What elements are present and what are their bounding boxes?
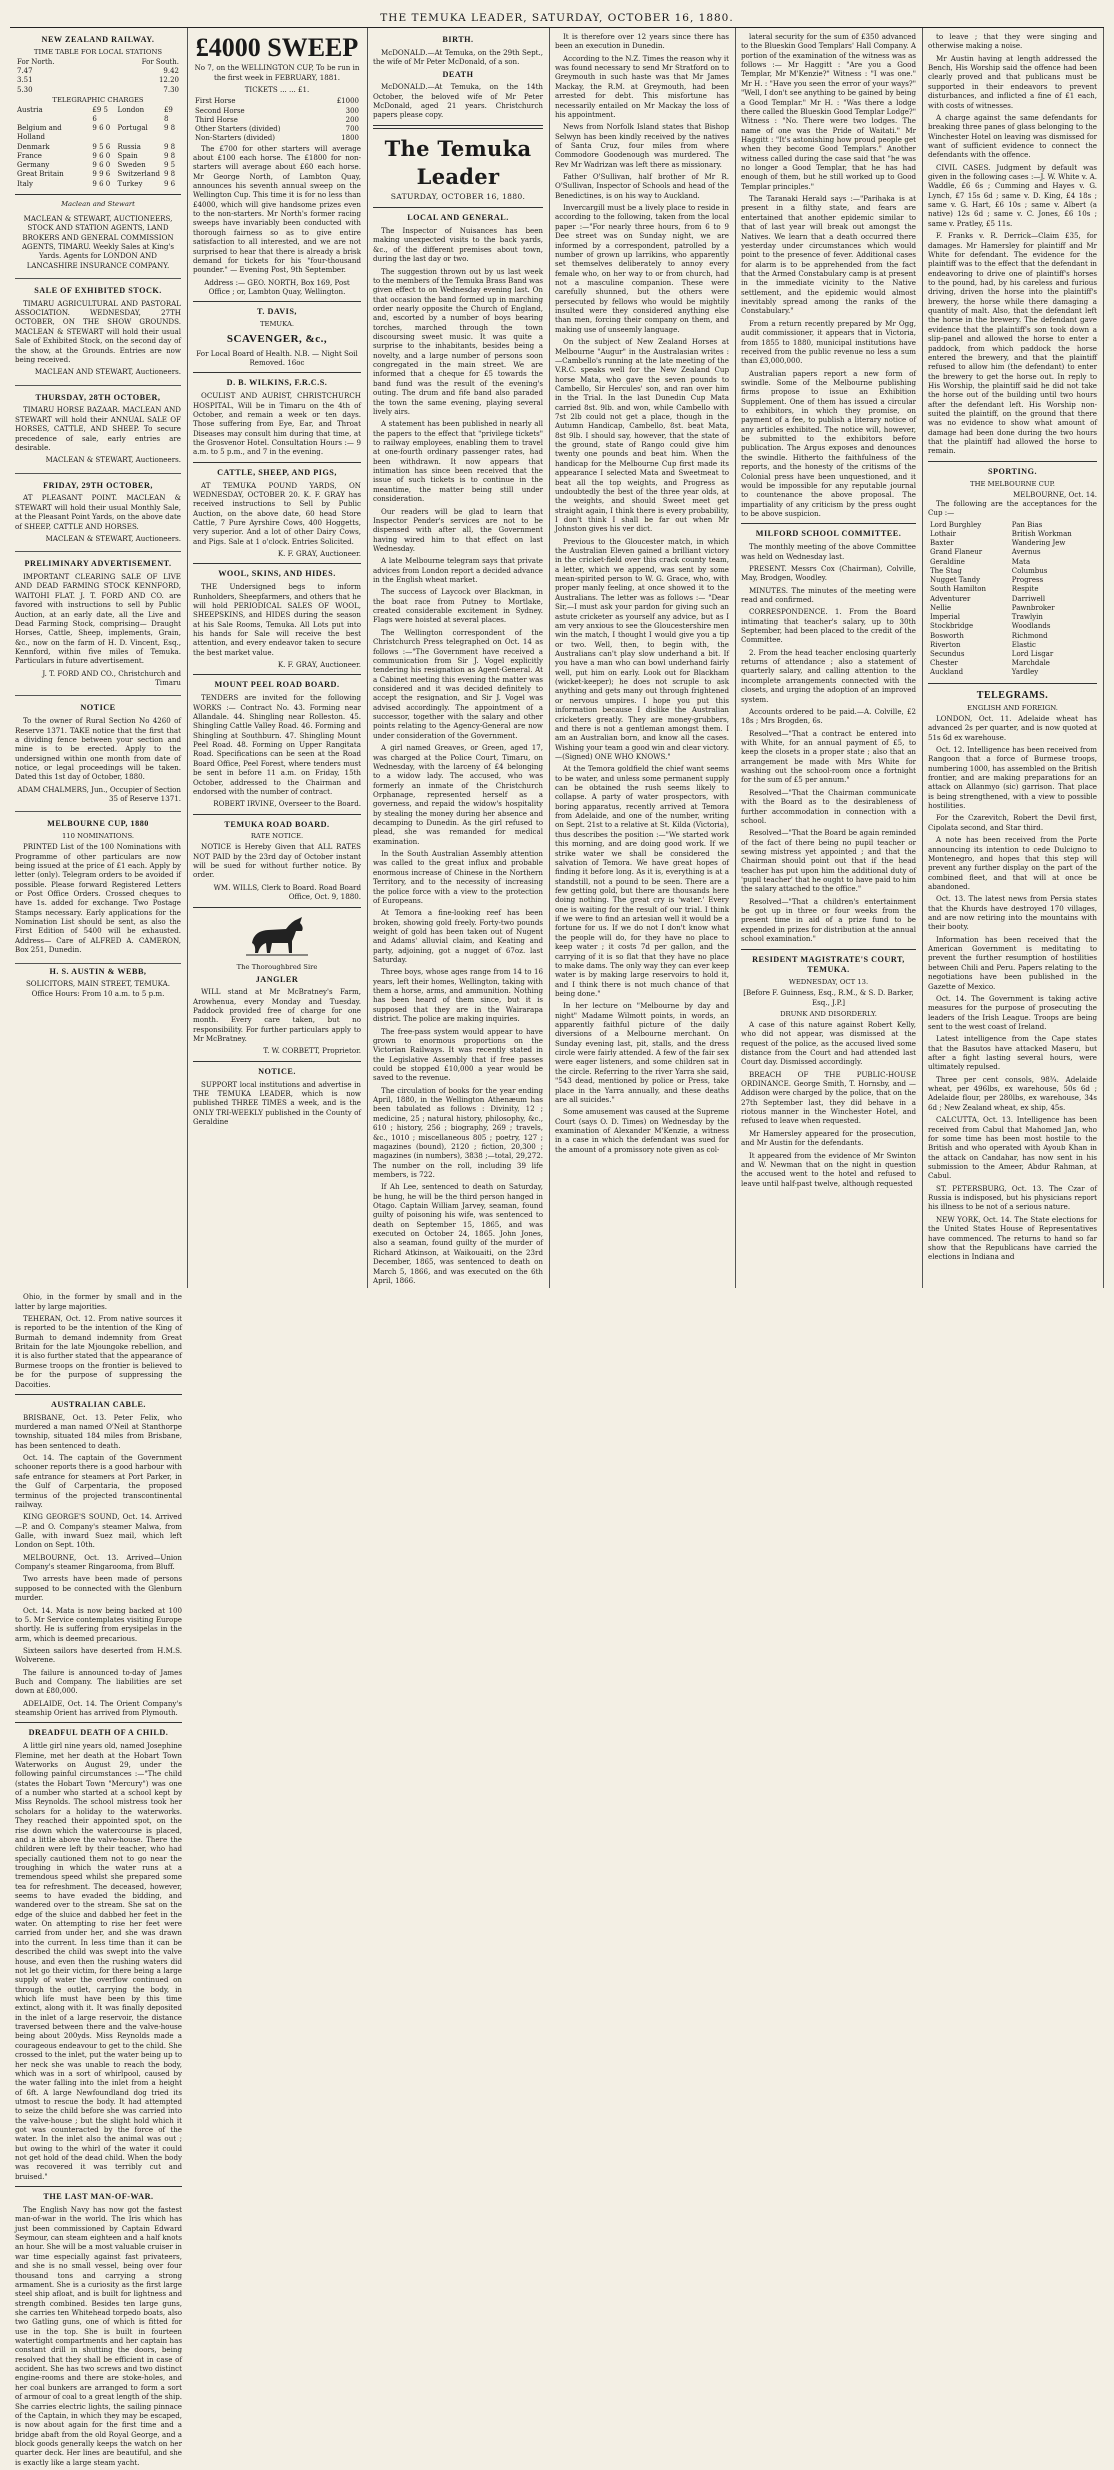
article-para: On the subject of New Zealand Horses at Melbourne "Augur" in the Australasian writes :—Cambello's running at the late meeting of the V.R.C. speaks well for the New Zealand Cup horse Mata, who gave the seven pounds to Cambello, Sir Hercules' son, and ran over him in the Trial. In the last Dunedin Cup Mata carried 8st. 9lb. and won, while Cambello with 7st 2lb could not get a place, though in the Autumn Handicap, Cambello, 8st. beat Mata, 8st 9lb. I should say, however, that the state of the ground, state of Rango could give him twenty one pounds and beat him. When the handicap for the Melbourne Cup first made its appearance I selected Mata and Sweetmeat to beat all the top weights, and Progress as undoubtedly the best of the three year olds, at the weights, and should Sweet meet get straight again, I think there is every probability, I don't think I shall be far out when Mr Johnston gives his ver dict. (555, 337, 729, 534)
horse-name: Secundus (930, 649, 965, 658)
wilkins-body: OCULIST AND AURIST, CHRISTCHURCH HOSPITAL, Will be in Timaru on the 4th of October, and remain a week or ten days. Those suffering from Eye, Ear, and Throat Diseases may consult him during that time, at the Grosvenor Hotel. Consultation Hours :— 9 a.m. to 5 p.m., and 7 in the evening. (193, 391, 361, 457)
article-para: A charge against the same defendants for breaking three panes of glass belonging to the Winchester Hotel on leaving was dismissed for want of sufficient evidence to connect the defendants with the offence. (928, 112, 1097, 160)
war-title: THE LAST MAN-OF-WAR. (43, 2192, 154, 2202)
rate-sub: RATE NOTICE. (250, 832, 304, 841)
horse-name: Richmond (1011, 631, 1048, 640)
time-cell: 12.20 (158, 76, 179, 85)
charge-cell: Russia (117, 142, 141, 151)
sire-body: WILL stand at Mr McBratney's Farm, Arowhenua, every Monday and Tuesday. Paddock provided free of charge for one month. Every care taken, but no responsibility. For further particulars apply to Mr McBratney. (193, 987, 361, 1044)
cattle-sign: K. F. GRAY, Auctioneer. (277, 549, 361, 559)
austin-title: H. S. AUSTIN & WEBB, (49, 966, 147, 976)
charge-cell: London (117, 105, 145, 114)
austin-body: SOLICITORS, MAIN STREET, TEMUKA. Office Hours: From 10 a.m. to 5 p.m. (25, 979, 171, 998)
cup-body: PRINTED List of the 100 Nominations with Programme of other particulars are now being issued at the price of £1 each. Apply by letter (only). Telegram orders to be avoided if possible. Please forward Registered Letters or Post Office Orders. Crossed cheques to have 1s. added for exchange. Two Postage Stamps necessary. Early applications for the Nomination List should be sent, as also the First Edition of 5400 will be exhausted. Address— Care of ALFRED A. CAMERON, Box 251, Dunedin. (15, 842, 181, 955)
cup-sub: 110 NOMINATIONS. (61, 832, 135, 841)
birth-body: McDONALD.—At Temuka, on the 29th Sept., the wife of Mr Peter McDonald, of a son. (373, 47, 543, 67)
prelim-title: PRELIMINARY ADVERTISEMENT. (24, 559, 172, 569)
telegraphic-title: TELEGRAPHIC CHARGES (52, 95, 144, 104)
school-para: Accounts ordered to be paid.—A. Colville, £2 18s ; Mrs Brogden, 6s. (741, 706, 916, 726)
charge-cell: 9 8 (163, 142, 176, 151)
local-para: A late Melbourne telegram says that private advices from London report a decided advance in the English wheat market. (373, 556, 543, 585)
horse-name: Auckland (930, 668, 964, 677)
horse-name: Lothair (930, 529, 956, 538)
prelim-sign: J. T. FORD AND CO., Christchurch and Timaru (42, 668, 181, 688)
cupacc-title: THE MELBOURNE CUP. (970, 479, 1055, 488)
court-date: WEDNESDAY, OCT 13. (788, 978, 869, 987)
article-para: News from Norfolk Island states that Bishop Selwyn has been kindly received by the natives of Santa Cruz, four miles from where Commodore Goodenough was murdered. The Rev Mr Wadrizan was left there as missionary. (555, 122, 729, 169)
cattle-body: AT TEMUKA POUND YARDS, ON WEDNESDAY, OCTOBER 20. K. F. GRAY has received instructions to Sell by Public Auction, on the above date, 60 head Store Cattle, 7 Pure Ayrshire Cows, 400 Hoggetts, very superior. And a lot of other Dairy Cows, and Pigs. Sale at 1 o'clock. Entries Solicited. (193, 480, 361, 546)
notice-ad (15, 696, 181, 812)
article-para: From a return recently prepared by Mr Ogg, audit commissioner, it appears that in Victoria, from 1855 to 1880, municipal institutions have received from the public revenue no less a sum than £3,000,000. (741, 318, 916, 366)
horse-name: Pawnbroker (1011, 603, 1055, 612)
charge-cell: Portugal (117, 124, 148, 133)
paper-title: The Temuka Leader (384, 135, 532, 189)
horse-name: Lord Burghley (930, 520, 982, 529)
charge-cell: 9 6 0 (92, 151, 111, 160)
prize-value: £1000 (336, 97, 359, 106)
horse-name: Lord Lisgar (1011, 649, 1054, 658)
davis-body: For Local Board of Health. N.B. — Night Soil Removed. 16oc (196, 348, 358, 367)
friday-body: AT PLEASANT POINT. MACLEAN & STEWART will hold their usual Monthly Sale, at the Pleasant Point Yards, on the above date of SHEEP, CATTLE AND HORSES. (15, 493, 181, 531)
notice-title: NOTICE (80, 703, 116, 713)
charge-cell: Austria (17, 105, 43, 114)
cupacc-date: MELBOURNE, Oct. 14. (1013, 489, 1097, 499)
prize-label: First Horse (195, 97, 236, 106)
school-para: Resolved—"That a children's entertainment be got up in three or four weeks from the present time in aid of a prize fund to be expended in prizes for distribution at the annual school examination." (741, 896, 916, 944)
tel-sub: ENGLISH AND FOREIGN. (967, 703, 1058, 712)
charge-cell: Denmark (17, 142, 50, 151)
maclean-ad (15, 210, 181, 279)
charge-cell: 9 6 0 (92, 179, 111, 188)
death-title: DEATH (442, 69, 474, 79)
horse-name: Yardley (1011, 668, 1039, 677)
time-cell: 7.47 (17, 67, 33, 76)
thursday-body: TIMARU HORSE BAZAAR. MACLEAN AND STEWART will hold their ANNUAL SALE OF HORSES, CATTLE, AND SHEEP. To secure precedence of sale, early entries are desirable. (15, 405, 181, 452)
local-para: In the South Australian Assembly attention was called to the great influx and probable enormous increase of Chinese in the Northern Territory, and to the necessity of increasing the police force with a view to the protection of Europeans. (373, 849, 543, 905)
charge-cell: 9 6 0 (92, 161, 111, 170)
sire-name: JANGLER (255, 974, 299, 984)
notice-body: To the owner of Rural Section No 4260 of Reserve 1371. TAKE notice that the first that a dividing fence between your section and mine is to be erected. Apply to the undersigned within one month from date of notice, or legal proceedings will be taken. Dated this 1st day of October, 1880. (15, 716, 181, 782)
child-death-para: A little girl nine years old, named Josephine Flemine, met her death at the Hobart Town Waterworks on August 29, under the following painful circumstances :—"The child (states the Hobart Town "Mercury") was one of a number who started at a school kept by Miss Reynolds. The school mistress took her scholars for a holiday to the waterworks. They reached their appointed spot, on the rise down which the watercourse is placed, and a little above the valve-house. There the children were left by their teacher, who had specially cautioned them not to go near the troughing in which the water runs at a tremendous speed whilst she prepared some tea for refreshment. The deceased, however, seems to have evaded the bidding, and wandered over to the stream. She sat on the edge of the sluice and dabbed her feet in the water. On attempting to rise her feet were carried from under her, and she was drawn into the current. In less time than it can be described the child was swept into the valve house, and even then the rushing waters did not let go their victim, for there being a large supply of water the overflow continued on through the outlet, carrying the body, in which life must have been by this time extinct, along with it. It was finally deposited in the inlet of a large reservoir, the distance traversed between there and the valve-house being about 200yds. Miss Reynolds made a courageous endeavour to get to the child. She crossed to the inlet, put the water being up to her neck she was unable to reach the body, which was in a sort of whirlpool, caused by the water falling into the inlet from a height of 6ft. A large Newfoundland dog tried its utmost to rescue the body. It had attempted to seize the child before she was carried into the valve-house ; but the slight hold which it got was counteracted by the force of the water. In the inlet also the animal was out ; but owing to the whirl of the water it could not get hold of the dead child. When the body was recovered it was terribly cut and bruised." (15, 1741, 182, 2181)
charge-cell: Italy (17, 179, 33, 188)
prelim-ad (15, 552, 181, 696)
charge-cell: 9 5 (163, 161, 176, 170)
prize-label: Other Starters (divided) (195, 125, 281, 134)
railway-title: NEW ZEALAND RAILWAY. (41, 35, 155, 44)
child-death-title: DREADFUL DEATH OF A CHILD. (28, 1728, 169, 1738)
school-para: Resolved—"That the Board be again reminded of the fact of there being no pupil teacher or sewing mistress yet appointed ; and that the Chairman should point out that if the head teacher has put upon him the additional duty of 'pupil teacher' that he ought to have paid to him the salary attached to the office." (741, 828, 916, 894)
court-para: Mr Hamersley appeared for the prosecution, and Mr Austin for the defendants. (741, 1128, 916, 1148)
sale-title: SALE OF EXHIBITED STOCK. (34, 285, 162, 295)
sale-sign: MACLEAN AND STEWART, Auctioneers. (34, 367, 181, 377)
charge-cell: Great Britain (17, 170, 64, 179)
thursday-sign: MACLEAN & STEWART, Auctioneers. (45, 455, 181, 465)
south-head: For South. (141, 57, 179, 66)
sweep-title: £4000 SWEEP (195, 33, 359, 62)
sweep-body: No 7, on the WELLINGTON CUP, To be run in the first week in FEBRUARY, 1881. (194, 63, 360, 82)
horse-name: Nellie (930, 603, 952, 612)
charge-cell: France (17, 151, 42, 160)
friday-ad (15, 474, 181, 553)
tel-para: CALCUTTA, Oct. 13. Intelligence has been received from Cabul that Mahomed Jan, who for some time has been most hostile to the British and who operated with Ayoub Khan in the attack on Candahar, has now sent in his submission to the Ameer, Abdur Rahman, at Cabul. (928, 1115, 1097, 1181)
prize-value: 1800 (341, 134, 359, 143)
local-para: The Inspector of Nuisances has been making unexpected visits to the back yards, &c., of the different premises about town, during the last day or two. (373, 226, 543, 264)
cupacc-body: The following are the acceptances for the Cup :— (928, 498, 1097, 518)
charge-cell: 9 6 (163, 179, 176, 188)
maclean-title: Maclean and Stewart (61, 199, 135, 208)
peel-title: MOUNT PEEL ROAD BOARD. (214, 680, 340, 690)
davis-town: TEMUKA. (259, 320, 295, 329)
wool-body: THE Undersigned begs to inform Runholders, Sheepfarmers, and others that he will hold PERIODICAL SALES OF WOOL, SHEEPSKINS, and HIDES during the season at his Sale Rooms, Temuka. All Lots put into his hands for Sale will receive the best attention, and every endeavor taken to secure the best market value. (193, 582, 361, 657)
article-para: Mr Austin having at length addressed the Bench, His Worship said the offence had been clearly proved and that publicans must be supported in their endeavors to prevent disturbances, and inflicted a fine of £1 each, with costs of witnesses. (928, 53, 1097, 110)
prelim-body: IMPORTANT CLEARING SALE OF LIVE AND DEAD FARMING STOCK KENNFORD, WAITOHI FLAT. J. T. FORD AND CO. are favored with instructions to sell by Public Auction, at an early date, all the Live and Dead Farming Stock, comprising— Draught Horses, Cattle, Sheep, implements, Grain, &c., now on the farm of H. D. Vincent, Esq., Kennford, within five miles of Temuka. Particulars in future advertisement. (15, 572, 181, 666)
tel-para: Latest intelligence from the Cape states that the Basutos have attacked Maseru, but after a fight lasting several hours, were ultimately repulsed. (928, 1034, 1097, 1072)
tickets: TICKETS ... ... £1. (244, 85, 310, 95)
article-para: It is therefore over 12 years since there has been an execution in Dunedin. (555, 32, 729, 51)
rate-body: NOTICE is Hereby Given that ALL RATES NOT PAID by the 23rd day of October instant will be sued for without further notice. By order. (193, 842, 361, 880)
court-para: A case of this nature against Robert Kelly, who did not appear, was dismissed at the request of the police, as the accused lived some distance from the Court and had attended last Court day. Dismissed accordingly. (741, 1019, 916, 1067)
article-para: Ohio, in the former by small and in the latter by large majorities. (15, 1292, 182, 1311)
charge-cell: Turkey (117, 179, 143, 188)
local-para: The suggestion thrown out by us last week to the members of the Temuka Brass Band was given effect to on Wednesday evening last. On that occasion the band formed up in marching order nearly opposite the Church of England, and, escorted by a number of boys bearing torches, marched through the town discoursing sweet music. It was quite a surprise to the inhabitants, besides being a novelty, and a large number of persons soon congregated in the main street. We are informed that a cheque for £5 towards the band fund was the result of the evening's outing. The drum and fife band also paraded the town the same evening, playing several lively airs. (373, 266, 543, 416)
cup-ad (15, 812, 181, 963)
horse-name: South Hamilton (930, 585, 986, 594)
thursday-ad (15, 386, 181, 474)
horse-name: Bosworth (930, 631, 964, 640)
tel-para: NEW YORK, Oct. 14. The State elections for the United States House of Representatives have commenced. The returns to hand so far show that the Republicans have carried the elections in Indiana and (928, 1214, 1097, 1262)
column-3 (368, 28, 550, 1288)
davis-name: T. DAVIS, (257, 307, 297, 317)
cable-para: BRISBANE, Oct. 13. Peter Felix, who murdered a man named O'Neil at Stanthorpe township, situated 184 miles from Brisbane, has been sentenced to death. (15, 1412, 182, 1450)
charge-cell: Spain (117, 151, 138, 160)
war-para: The English Navy has now got the fastest man-of-war in the world. The Iris which has just been commissioned by Captain Edward Seymour, can steam eighteen and a half knots an hour. She will be a most valuable cruiser in war time especially against fast privateers, and she is no small vessel, being over four thousand tons and carrying a strong armament. She is a curiosity as the first large steel ship afloat, and is built for lightness and strength combined. Besides ten large guns, she carries ten Whitehead torpedo boats, also two Gatling guns, one of which is fitted for use in the top. She is built in fourteen watertight compartments and her captain has constant drill in shutting the doors, being resolved that they shall be efficient in case of accident. She has two screws and two distinct engine-rooms and there are stoke-holes, and her coal bunkers are arranged to form a sort of armour of coal to a great length of the ship. She carries electric lights, the sailing pinnace of the Captain, in which they may be escaped, is now about again for the first time and a bridge abaft from the old Royal George, and a block goods generally keeps the watch on her quarter deck. Her lines are beautiful, and she is exactly like a large steam yacht. (15, 2205, 183, 2467)
charges-table (15, 106, 181, 189)
cable-para: Two arrests have been made of persons supposed to be connected with the Glenburn murder. (15, 1574, 182, 1603)
peel-sign: ROBERT IRVINE, Overseer to the Board. (213, 799, 361, 809)
davis-trade: SCAVENGER, &c., (226, 333, 328, 346)
school-para: Resolved—"That a contract be entered into with White, for an annual payment of £5, to keep the closets in a proper state ; also that an arrangement be made with Mrs White for washing out the school-room once a fortnight for the sum of £5 per annum." (741, 728, 916, 785)
horse-name: Stockbridge (930, 622, 974, 631)
charge-cell: Germany (17, 161, 50, 170)
local-para: The circulation of books for the year ending April, 1880, in the Wellington Athenæum has been tabulated as follows : Divinity, 12 ; medicine, 25 ; natural history, philosophy, &c., 610 ; history, 256 ; biography, 269 ; travels, &c., 1010 ; miscellaneous 805 ; poetry, 127 ; magazines (bound), 2120 ; fiction, 20,300 ; magazines (in numbers), 3838 ;—total, 29,272. The number on the roll, including 39 life members, is 722. (373, 1085, 543, 1179)
article-para: to leave ; that they were singing and otherwise making a noise. (928, 32, 1097, 51)
article-para: The Taranaki Herald says :—"Parihaka is at present in a filthy state, and fears are entertained that another epidemic similar to that of last year will break out amongst the Natives. We learn that a death occurred there yesterday under circumstances which would point to the presence of fever. Additional cases for alarm is to be apprehended from the fact that the Armed Constabulary camp is at present in the immediate vicinity to the Native settlement, and the epidemic would almost inevitably spread among the ranks of the Constabulary." (741, 194, 916, 316)
time-cell: 7.30 (163, 85, 179, 94)
horse-name: Grand Flaneur (930, 548, 983, 557)
prize-table (193, 97, 361, 143)
court-para: BREACH OF THE PUBLIC-HOUSE ORDINANCE. George Smith, T. Hornsby, and — Addison were charged by the police, that on the 27th September last, they did behave in a riotous manner in the Winchester Hotel, and refused to leave when requested. (741, 1069, 916, 1126)
time-cell: 9.42 (163, 67, 179, 76)
column-2 (188, 28, 368, 1288)
paper-date: SATURDAY, OCTOBER 16, 1880. (390, 192, 526, 202)
rate-sign: WM. WILLS, Clerk to Board. Road Board Office, Oct. 9, 1880. (213, 882, 361, 902)
school-para: Resolved—"That the Chairman communicate with the Board as to the desirableness of further accommodation in connection with a school. (741, 787, 916, 825)
timetable-title: TIME TABLE FOR LOCAL STATIONS (33, 47, 163, 56)
tel-title: TELEGRAMS. (976, 689, 1049, 701)
charge-cell: 9 5 6 (92, 142, 111, 151)
tel-para: Information has been received that the American Government is meditating to prevent the further resumption of hostilities between Chili and Peru. Papers relating to the negotiations have been published in the Gazette of Mexico. (928, 934, 1097, 991)
notice2-body: SUPPORT local institutions and advertise in THE TEMUKA LEADER, which is now published THREE TIMES a week, and is the ONLY TRI-WEEKLY published in the County of Geraldine (193, 1079, 361, 1127)
charge-cell: 9 8 (163, 124, 176, 133)
prize-label: Non-Starters (divided) (195, 134, 275, 143)
school-para: CORRESPONDENCE. 1. From the Board intimating that teacher's salary, up to 30th September, had been placed to the credit of the Committee. (741, 607, 916, 645)
charge-cell: 9 8 (163, 170, 176, 179)
masthead: THE TEMUKA LEADER, SATURDAY, OCTOBER 16, 1880. (10, 8, 1104, 28)
horse-name: Mata (1011, 557, 1031, 566)
sire-title: The Thoroughbred Sire (236, 962, 318, 971)
local-para: A girl named Greaves, or Green, aged 17, was charged at the Police Court, Timaru, on Wednesday, with the larceny of £4 belonging to a widow lady. The accused, who was formerly an inmate of the Christchurch Orphanage, represented herself as a governess, and repaid the widow's hospitality by stealing the money during her absence and decamping to Dunedin. As the girl refused to plead, she was remanded for medical examination. (373, 743, 543, 846)
charge-cell: 9 9 6 (92, 170, 111, 179)
article-para: At the Temora goldfield the chief want seems to be water, and unless some permanent supply can be obtained the rush seems likely to collapse. A party of water prospectors, with boring apparatus, recently arrived at Temora from Adelaide, and one of the number, writing on Sept. 21st to a relative at St. Kilda (Victoria), thus describes the position :—"We started work this morning, and are doing good work. If we strike water we shall be considered the salvation of Temora. We have great hopes of finding it before long. As it is, everything is at a standstill, not a pound to be seen. There are a few getting gold, but there are thousands here doing nothing. The great cry is 'water.' Every one is waiting for the result of our trial. I think if we were to find an artesian well it would be a fortune for us. If we do not I don't know what the people will do, for they have no place to keep water ; it costs 7d per gallon, and the carrying of it is so flat that they have no place to make dams. The only way they can ever keep water is by making large reservoirs to hold it, and I think there is not much chance of that being done." (555, 764, 729, 998)
charge-cell: £9 5 6 (92, 105, 108, 123)
tel-para: ST. PETERSBURG, Oct. 13. The Czar of Russia is indisposed, but his physicians report his illness to be not of a serious nature. (928, 1183, 1097, 1212)
sport-title: SPORTING. (987, 466, 1038, 476)
north-head: For North. (17, 57, 55, 66)
tel-para: For the Czarevitch, Robert the Devil first, Cipolata second, and Star third. (928, 813, 1097, 832)
cattle-title: CATTLE, SHEEP, AND PIGS, (217, 467, 337, 477)
horse-name: Progress (1011, 576, 1044, 585)
article-para: In her lecture on "Melbourne by day and night" Madame Wilmott points, in words, an apparently faithful picture of the daily diversions of a Melbourne merchant. On Sunday evening last, pit, stalls, and the dress circle were fairly attended. A few of the fair sex were eager listeners, and some children sat in the circle. Referring to the river Yarra she said, "543 dead, mentioned by police or Press, take place in the Yarra annually, and these deaths are all suicides." (555, 1001, 729, 1104)
horse-name: Nugget Tandy (930, 576, 981, 585)
article-para: TEHERAN, Oct. 12. From native sources it is reported to be the intention of the King of Burmah to demand indemnity from Great Britain for the late Mjoungoke rebellion, and it is also further stated that the appearance of Burmese troops on the frontier is believed to be for the purpose of suppressing the Dacoities. (15, 1313, 182, 1389)
article-para: Australian papers report a new form of swindle. Some of the Melbourne publishing firms propose to issue an Exhibition Supplement. One of them has issued a circular to exhibitors, in which they promise, on payment of a fee, to publish a literary notice of any articles exhibited. The notice will, however, be submitted to the exhibitors before publication. The Argus exposes and denounces the swindle. Hitherto the faithfulness of the reports, and the honesty of the critisms of the Colonial press have been unquestioned, and it would be impossible for any reputable journal to countenance the above proposal. The impartiality of any criticism by the press ought to be above suspicion. (741, 368, 916, 518)
cable-para: The failure is announced to-day of James Buch and Company. The liabilities are set down at £80,000. (15, 1667, 182, 1696)
horse-name: Columbus (1011, 566, 1048, 575)
court-head: DRUNK AND DISORDERLY. (780, 1009, 877, 1018)
school-para: 2. From the head teacher enclosing quarterly returns of attendance ; also a statement of quarterly salary, and calling attention to the incomplete arrangements connected with the closets, and urging the adoption of an improved system. (741, 647, 916, 704)
local-para: The Wellington correspondent of the Christchurch Press telegraphed on Oct. 14 as follows :—"The Government have received a communication from Sir J. Vogel explicitly tendering his resignation as Agent-General. At a Cabinet meeting this evening the matter was considered and it was decided definitely to accept the resignation, and Sir J. Vogel was advised accordingly. The appointment of a successor, together with the salary and other points relating to the Agency-General are now under consideration of the Government. (373, 627, 543, 740)
article-para: lateral security for the sum of £350 advanced to the Blueskin Good Templars' Hall Company. A portion of the examination of the witness was as follows :— Mr Haggitt : "Are you a Good Templar, Mr M'Kenzie?" Witness : "I was one." Mr H. : "Have you seen the error of your ways?" "Well, I don't see anything to be gained by being a Good Templar." Mr H. : "Was there a lodge there called the Blueskin Good Templar Lodge?" Witness : "No. There were two lodges. The name of one was the Pride of Waitati." Mr Haggitt : "It's astonishing how proud people get when they become Good Templars." Another witness called during the case said that "he was no longer a Good Templar, that he has had enough of them, but he still worked up to Good Templar principles." (741, 32, 916, 191)
column-5 (736, 28, 923, 1288)
charge-cell: Sweden (117, 161, 146, 170)
local-para: The free-pass system would appear to have grown to enormous proportions on the Victorian Railways. It was recently stated in the Legislative Assembly that if free passes could be stopped £10,000 a year would be saved to the revenue. (373, 1026, 543, 1083)
column-4 (550, 28, 736, 1288)
school-para: PRESENT. Messrs Cox (Chairman), Colville, May, Brodgen, Woodley. (741, 563, 916, 583)
local-para: At Temora a fine-looking reef has been broken, showing gold freely. Forty-two pounds weight of gold has been taken out of Nugent and Adams' alluvial claim, and Keating and party, adjoining, got a nugget of 67oz. last Saturday. (373, 908, 543, 965)
charge-cell: 9 6 0 (92, 124, 111, 133)
cable-para: Oct. 14. Mata is now being backed at 100 to 5. Mr Service contemplates visiting Europe shortly. He is suffering from erysipelas in the arm, which is deemed precarious. (15, 1605, 182, 1643)
horse-name: Trawlyin (1011, 613, 1043, 622)
local-title: LOCAL AND GENERAL. (407, 213, 509, 223)
horses-table (928, 521, 1097, 678)
horse-name: British Workman (1011, 529, 1072, 538)
article-para: F. Franks v. R. Derrick—Claim £35, for damages. Mr Hamersley for plaintiff and Mr White for defendant. The evidence for the plaintiff was to the effect that the defendant in endeavoring to drive one of plaintiff's horses to the pound, had, by his careless and furious driving, driven the horse into the plaintiff's brewery, the horse while there damaging a quantity of malt. Also, that the defendant left the horse in the brewery. The defendant gave evidence that the plaintiff's son took down a slip-panel and allowed the horse to enter a paddock, from which paddock the horse entered the brewery, and that the plaintiff refused to allow him (the defendant) to enter the brewery to get the horse out. In reply to His Worship, the plaintiff said he did not take the horse out of the building until two hours after the defendant left. His Worship non-suited the plaintiff, on the ground that there was no evidence to show what amount of damage had been done during the two hours that the plaintiff had allowed the horse to remain. (928, 231, 1097, 456)
horse-name: Elastic (1011, 640, 1036, 649)
article-para: Invercargill must be a lively place to reside in according to the following, taken from the local paper :—"For nearly three hours, from 6 to 9 Dee street was on Sunday night, we are informed by a correspondent, patrolled by a number of grown up larrikins, who apparently set themselves deliberately to annoy every female who, on her way to or from church, had not a masculine companion. These were carefully shunned, but the others were persecuted by fellows who would be mightily insulted were they considered anything else than men, forcing their company on them, and making use of unseemly language. (555, 203, 729, 334)
cable-para: Sixteen sailors have deserted from H.M.S. Wolverene. (15, 1645, 182, 1665)
column-1 (10, 28, 188, 1288)
tel-para: Oct. 12. Intelligence has been received from Rangoon that a force of Burmese troops, numbering 1000, has assembled on the British frontier, and are making preparations for an attack on Allanmyo (sic) garrison. That place is being strengthened, with a view to possible hostilities. (928, 744, 1097, 811)
charge-cell: 9 8 (163, 151, 176, 160)
court-bench: [Before F. Guinness, Esq., R.M., & S. D. Barker, Esq., J.P.] (743, 988, 914, 1007)
sweep-addr: Address :— GEO. NORTH, Box 169, Post Office ; or, Lambton Quay, Wellington. (204, 277, 350, 296)
time-cell: 3.51 (17, 76, 33, 85)
column-7 (10, 1288, 188, 2470)
horse-name: The Stag (930, 566, 962, 575)
prize-label: Second Horse (195, 106, 245, 115)
horse-name: Wandering Jew (1011, 539, 1066, 548)
local-para: If Ah Lee, sentenced to death on Saturday, be hung, he will be the third person hanged in Otago. Captain William Jarvey, seaman, found guilty of poisoning his wife, was sentenced to death on September 15, 1865, and was executed on October 24, 1865. John Jones, also a seaman, found guilty of the murder of Richard Atkinson, at Waikouaiti, on the 23rd December, 1865, was sentenced to death on March 5, 1866, and was executed on the 6th April, 1866. (373, 1182, 543, 1285)
time-cell: 5.30 (17, 85, 33, 94)
local-para: Our readers will be glad to learn that Inspector Pender's services are not to be dispensed with after all, the Government having wired him to that effect on last Wednesday. (373, 506, 543, 553)
rate-title: TEMUKA ROAD BOARD. (224, 819, 330, 829)
prize-value: 700 (345, 125, 359, 134)
tel-para: Oct. 14. The Government is taking active measures for the purpose of prosecuting the leaders of the Irish League. Troops are being sent to the west coast of Ireland. (928, 993, 1097, 1031)
horse-name: Chester (930, 659, 958, 668)
sale-ad (15, 279, 181, 386)
local-para: Three boys, whose ages range from 14 to 16 years, left their homes, Wellington, taking with them a horse, arms, and ammunition. Nothing has been heard of them since, but it is supposed that they are in the Wairarapa district. The police are making inquiries. (373, 967, 543, 1024)
maclean-body: MACLEAN & STEWART, AUCTIONEERS, STOCK AND STATION AGENTS, LAND BROKERS AND GENERAL COMMISSION AGENTS, TIMARU. Weekly Sales at King's Yards. Agents for LONDON AND LANCASHIRE INSURANCE COMPANY. (21, 213, 175, 270)
horse-name: Respite (1011, 585, 1039, 594)
article-para: According to the N.Z. Times the reason why it was found necessary to send Mr Stratford on to Greymouth in such haste was that Mr James Mackay, the R.M. at Greymouth, had been arrested for debt. This misfortune has necessarily entailed on Mr Mackay the loss of his appointment. (555, 53, 729, 119)
cable-para: MELBOURNE, Oct. 13. Arrived—Union Company's steamer Ringarooma, from Bluff. (15, 1552, 182, 1572)
column-6 (923, 28, 1104, 1288)
birth-title: BIRTH. (442, 35, 474, 44)
cable-para: ADELAIDE, Oct. 14. The Orient Company's steamship Orient has arrived from Plymouth. (15, 1698, 182, 1718)
horse-name: Darriwell (1011, 594, 1046, 603)
school-para: MINUTES. The minutes of the meeting were read and confirmed. (741, 585, 916, 604)
peel-body: TENDERS are invited for the following WORKS :— Contract No. 43. Forming near Allandale. 44. Shingling near Rolleston. 45. Shingling Cattle Valley Road. 46. Forming and Shingling at Southburn. 47. Shingling Mount Peel Road. 48. Forming on Upper Rangitata Road. Specifications can be seen at the Road Board Office, Peel Forest, where tenders must be sent in before 11 a.m. on Friday, 15th October, addressed to the Chairman and endorsed with the number of contract. (193, 693, 361, 796)
cable-para: KING GEORGE'S SOUND, Oct. 14. Arrived—P. and O. Company's steamer Malwa, from Galle, with inward Suez mail, which left London on Sept. 10th. (15, 1512, 182, 1550)
friday-sign: MACLEAN & STEWART, Auctioneers. (45, 533, 181, 543)
charge-cell: £9 8 (163, 105, 173, 123)
horse-name: Geraldine (930, 557, 965, 566)
prize-value: 300 (345, 106, 359, 115)
charge-cell: Belgium and Holland (17, 124, 62, 142)
wilkins-title: D. B. WILKINS, F.R.C.S. (226, 378, 328, 388)
horse-name: Imperial (930, 613, 961, 622)
school-title: MILFORD SCHOOL COMMITTEE. (755, 529, 902, 539)
death-body: McDONALD.—At Temuka, on the 14th October, the beloved wife of Mr Peter McDonald, aged 21 years. Christchurch papers please copy. (373, 82, 543, 120)
court-para: It appeared from the evidence of Mr Swinton and W. Newman that on the night in question the accused went to the hotel and refused to leave until half-past twelve, although requested (741, 1150, 916, 1188)
cable-title: AUSTRALIAN CABLE. (51, 1399, 146, 1409)
tel-para: Oct. 13. The latest news from Persia states that the Khurds have destroyed 170 villages, and are now retiring into the mountains with their booty. (928, 894, 1097, 932)
local-para: A statement has been published in nearly all the papers to the effect that "privilege tickets" to railway employees, enabling them to travel at one-fourth ordinary passenger rates, had been withdrawn. It now appears that intimation has since been received that the issue of such tickets is to continue in the meantime, the matter being still under consideration. (373, 419, 543, 504)
columns (10, 28, 1104, 2467)
article-para: Some amusement was caused at the Supreme Court (says O. D. Times) on Wednesday by the examination of Alexander M'Kenzie, a witness in a case in which the defendant was sued for the amount of a promissory note given as col- (555, 1107, 729, 1154)
prize-label: Third Horse (195, 115, 238, 124)
article-para: Previous to the Gloucester match, in which the Australian Eleven gained a brilliant victory in the cricket-field over this crack county team, a letter, which we append, was sent by some mean-spirited person to W. G. Grace, who, with proper manly feeling, at once showed it to the Australians. The letter was as follows :— "Dear Sir,—I must ask your pardon for giving such an astute cricketer as yourself any advice, but as I am very anxious to see the Gloucestershire men win the match, I thought I would give you a tip or two. Well, then, to begin with, the Australians can't play slow underhand a bit. If you have a man who can bowl underhand fairly well, put him on early. Look out for Blackham (wicket-keeper); he does not scruple to ask anything and gets many out through frightened or nervous umpires. I hope you put this information because I dislike the Australian cricketers greatly. They are money-grubbers, and there is not a gentleman amongst them. I am an Australian born, and know all the cases. Wishing your team a good win and clear victory.—(Signed) ONE WHO KNOWS." (555, 536, 729, 761)
cup-title: MELBOURNE CUP, 1880 (47, 819, 149, 829)
notice2-title: NOTICE. (258, 1066, 296, 1076)
timetable (15, 58, 181, 95)
sire-sign: T. W. CORBETT, Proprietor. (263, 1046, 361, 1056)
horse-name: Avernus (1011, 548, 1041, 557)
school-para: The monthly meeting of the above Committee was held on Wednesday last. (741, 542, 916, 561)
tel-para: LONDON, Oct. 11. Adelaide wheat has advanced 2s per quarter, and is now quoted at 51s 6d ex warehouse. (928, 713, 1097, 742)
prize-value: 200 (345, 115, 359, 124)
charge-cell: Switzerland (117, 170, 160, 179)
horse-name: Riverton (930, 640, 961, 649)
horse-name: Pan Bias (1011, 520, 1043, 529)
cable-para: Oct. 14. The captain of the Government schooner reports there is a good harbour with safe entrance for steamers at Port Parker, in the Gulf of Carpentaria, the proposed terminus of the projected transcontinental railway. (15, 1453, 182, 1509)
horse-name: Woodlands (1011, 622, 1051, 631)
horse-illustration (242, 913, 312, 959)
tel-para: Three per cent consols, 98¾. Adelaide wheat, per 496lbs, ex warehouse, 50s 6d ; Adelaide flour, per 280lbs, ex warehouse, 34s 6d ; New Zealand wheat, ex ship, 45s. (928, 1074, 1097, 1112)
wool-title: WOOL, SKINS, AND HIDES. (218, 569, 336, 579)
horse-name: Marchdale (1011, 659, 1050, 668)
tel-para: A note has been received from the Porte announcing its intention to cede Dulcigno to Montenegro, and hopes that this step will prevent any further display on the part of the combined fleet, and that will at once be abandoned. (928, 835, 1097, 891)
wool-sign: K. F. GRAY, Auctioneer. (277, 660, 361, 670)
sale-body: TIMARU AGRICULTURAL AND PASTORAL ASSOCIATION. WEDNESDAY, 27TH OCTOBER, ON THE SHOW GROUNDS. MACLEAN & STEWART will hold their usual Sale of Exhibited Stock, on the second day of the show, at the Grounds. Entries are now being received. (15, 298, 181, 364)
friday-title: FRIDAY, 29TH OCTOBER, (43, 480, 153, 490)
article-para: CIVIL CASES. Judgment by default was given in the following cases :—J. W. White v. A. Waddle, £6 6s ; Cumming and Hayes v. G. Lynch, £7 15s 6d ; same v. D. King, £4 18s ; same v. G. Hart, £6 10s ; same v. Albert (a native) 12s 6d ; same v. C. Jones, £6 10s ; same v. Pratley, £5 11s. (928, 162, 1097, 228)
horse-name: Baxter (930, 539, 954, 548)
court-title: RESIDENT MAGISTRATE'S COURT, TEMUKA. (752, 954, 905, 975)
local-para: The success of Laycock over Blackman, in the boat race from Putney to Mortlake, created considerable excitement in Sydney. Flags were hoisted at several places. (373, 587, 543, 625)
article-para: Father O'Sullivan, half brother of Mr R. O'Sullivan, Inspector of Schools and head of the Benedictines, is on his way to Auckland. (555, 172, 729, 200)
thursday-title: THURSDAY, 28TH OCTOBER, (35, 392, 161, 402)
notice-sign: ADAM CHALMERS, Jun., Occupier of Section 35 of Reserve 1371. (17, 784, 181, 804)
sweep-body2: The £700 for other starters will average about £100 each horse. The £1800 for non-starters will average about £60 each horse. Mr George North, of Lambton Quay, announces his seventh annual sweep on the Wellington Cup. This time it is for no less than £4000, which will give handsome prizes even to the non-starters. Mr North's former racing sweeps have invariably been conducted with thorough fairness so as to give entire satisfaction to all interested, and we are not surprised to hear that there is already a brisk demand for tickets for his "four-thousand pounder." — Evening Post, 9th September. (193, 143, 361, 275)
horse-name: Adventurer (930, 594, 971, 603)
